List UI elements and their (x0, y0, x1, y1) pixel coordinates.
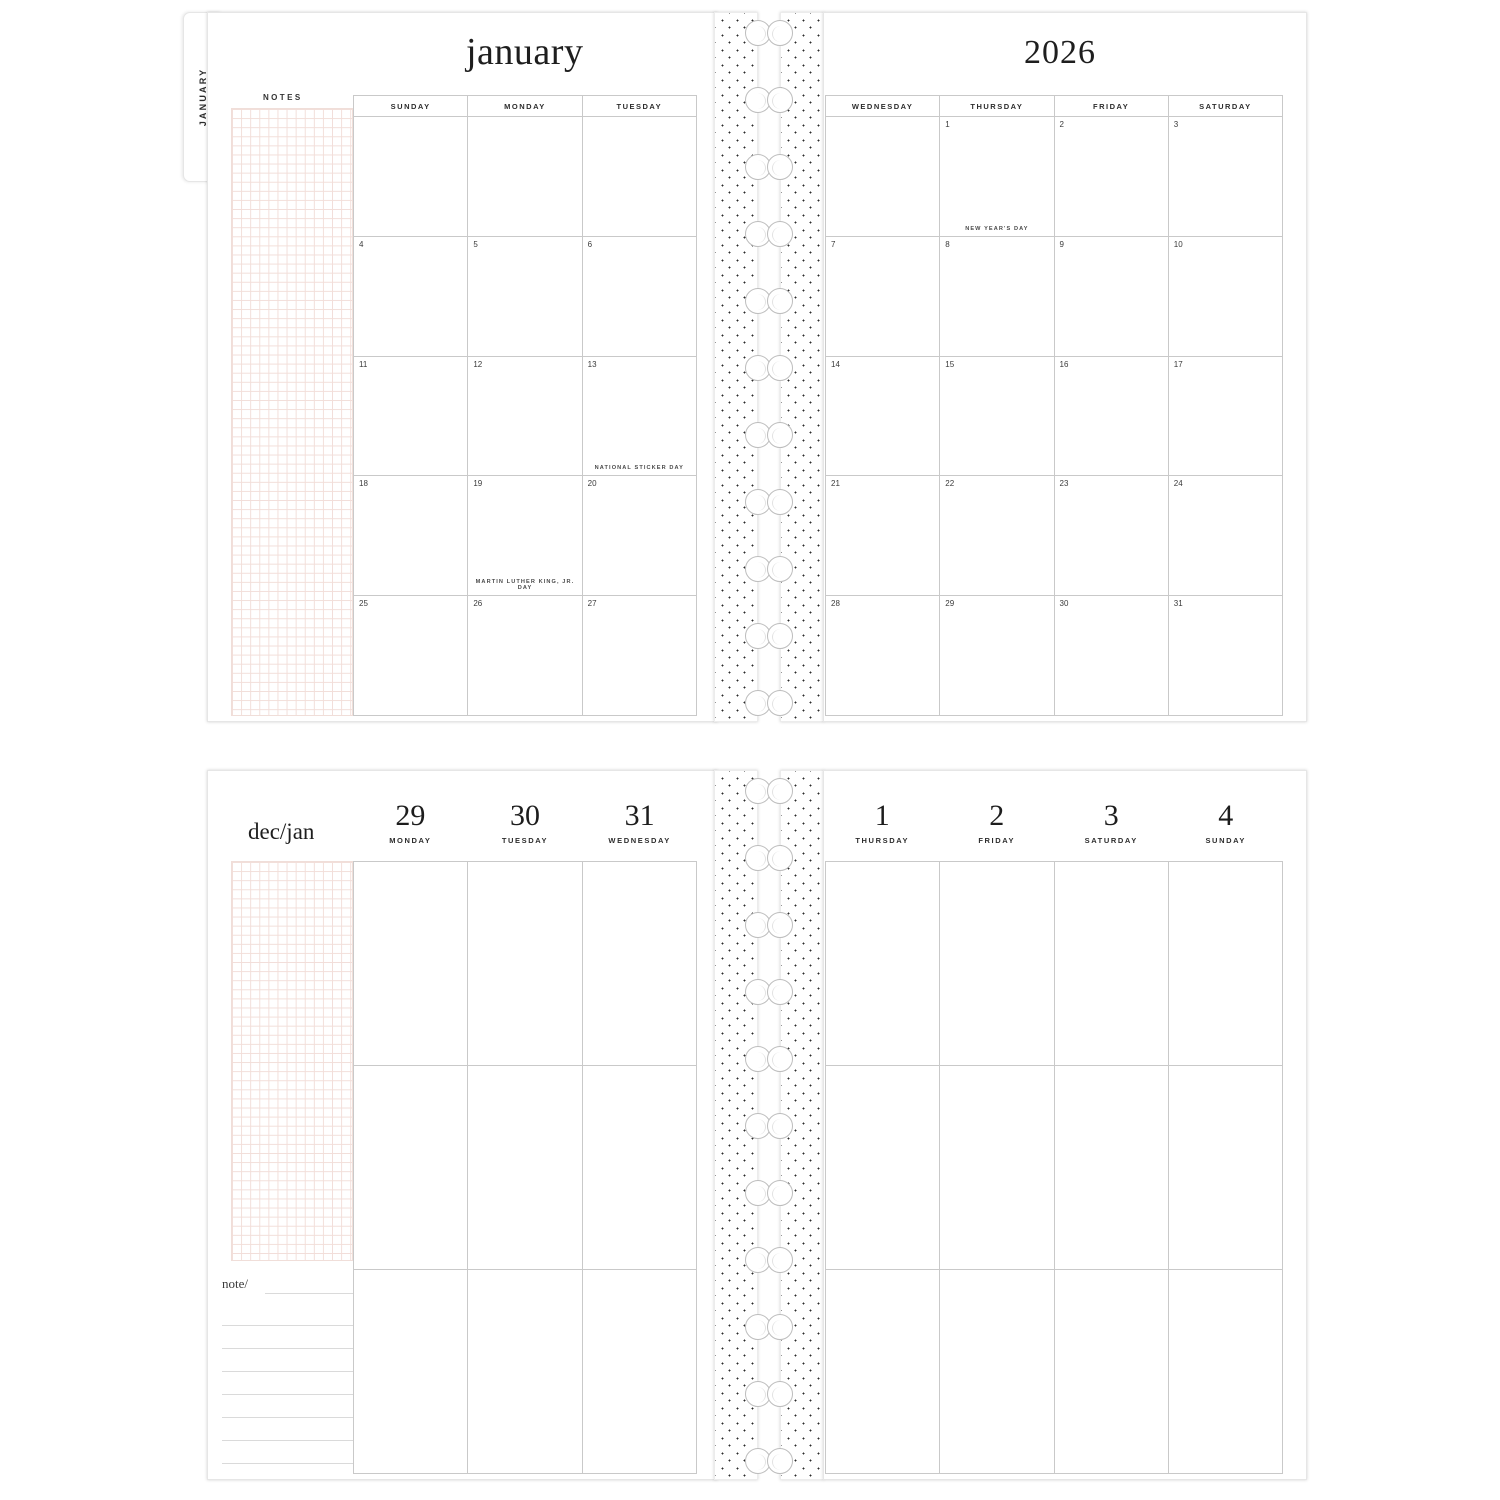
weekly-day-block[interactable] (1055, 1270, 1169, 1474)
binding-disc-ring (767, 355, 793, 381)
calendar-day-cell[interactable] (583, 476, 697, 596)
weekly-day-block[interactable] (354, 1270, 468, 1474)
calendar-day-cell[interactable] (354, 596, 468, 716)
weekly-day-block[interactable] (1169, 1270, 1283, 1474)
calendar-day-number: 9 (1059, 239, 1064, 249)
index-tab-label: JANUARY (197, 67, 208, 127)
weekly-right-day-headers (825, 801, 1283, 845)
calendar-day-number: 28 (831, 599, 840, 609)
weekly-day-name: FRIDAY (978, 836, 1016, 845)
binding-disc-ring (767, 154, 793, 180)
calendar-header-tuesday: TUESDAY (583, 96, 697, 117)
weekly-day-block[interactable] (826, 862, 940, 1066)
calendar-day-number: 16 (1059, 359, 1069, 369)
disc-binding-right-top (780, 12, 824, 722)
calendar-day-cell[interactable] (826, 237, 940, 357)
calendar-day-cell[interactable] (940, 357, 1054, 477)
binding-disc-ring (767, 623, 793, 649)
calendar-day-cell[interactable] (1055, 357, 1169, 477)
binding-disc-ring (767, 845, 793, 871)
weekly-day-name: WEDNESDAY (608, 836, 671, 845)
binding-disc-ring (767, 690, 793, 716)
binding-disc-ring (767, 912, 793, 938)
calendar-day-number: 17 (1173, 359, 1183, 369)
weekly-right-columns[interactable] (825, 861, 1283, 1474)
calendar-day-cell[interactable] (583, 596, 697, 716)
calendar-day-cell[interactable] (826, 117, 940, 237)
weekly-right-page (823, 770, 1307, 1480)
year-title: 2026 (1024, 34, 1096, 71)
calendar-day-number: 26 (473, 599, 483, 609)
calendar-day-number: 27 (587, 599, 597, 609)
calendar-day-number: 1 (945, 120, 950, 129)
calendar-day-cell[interactable] (940, 476, 1054, 596)
note-line[interactable] (222, 1349, 353, 1372)
note-first-rule (265, 1293, 353, 1294)
weekly-day-name: TUESDAY (501, 836, 549, 845)
calendar-day-number: 6 (587, 239, 593, 249)
binding-disc-ring (767, 556, 793, 582)
calendar-day-number: 30 (1059, 599, 1069, 609)
calendar-day-cell[interactable] (1055, 117, 1169, 237)
weekly-day-header (1169, 801, 1284, 845)
calendar-day-number: 11 (359, 359, 368, 369)
monthly-left-page (207, 12, 717, 722)
calendar-day-cell[interactable] (940, 596, 1054, 716)
binding-disc-ring (767, 489, 793, 515)
weekly-day-block[interactable] (1055, 862, 1169, 1066)
weekly-day-name: SATURDAY (1084, 836, 1138, 845)
calendar-day-number: 12 (473, 359, 483, 369)
weekly-day-number: 31 (624, 799, 655, 832)
calendar-day-number: 14 (831, 359, 840, 369)
calendar-day-cell[interactable] (354, 476, 468, 596)
weekly-day-block[interactable] (940, 1270, 1054, 1474)
weekly-day-name: SUNDAY (1205, 836, 1247, 845)
weekly-day-name: THURSDAY (855, 836, 910, 845)
weekly-notes-grid-panel[interactable] (231, 861, 353, 1261)
calendar-day-cell[interactable] (468, 596, 582, 716)
calendar-day-cell[interactable] (1169, 476, 1283, 596)
calendar-day-number: 23 (1059, 479, 1069, 489)
binding-disc-ring (767, 1046, 793, 1072)
weekly-day-block[interactable] (583, 862, 697, 1066)
note-line[interactable] (222, 1303, 353, 1326)
weekly-day-number: 3 (1103, 799, 1119, 832)
calendar-day-cell[interactable] (583, 357, 697, 477)
binding-disc-ring (767, 1381, 793, 1407)
calendar-header-saturday: SATURDAY (1169, 96, 1283, 117)
calendar-day-cell[interactable] (1169, 357, 1283, 477)
calendar-day-cell[interactable] (354, 237, 468, 357)
calendar-day-cell[interactable] (940, 237, 1054, 357)
note-line[interactable] (222, 1441, 353, 1464)
calendar-day-number: 4 (359, 239, 364, 249)
binding-disc-ring (767, 288, 793, 314)
weekly-day-header (582, 801, 697, 845)
weekly-day-block[interactable] (940, 862, 1054, 1066)
calendar-day-cell[interactable] (468, 117, 582, 237)
calendar-header-sunday: SUNDAY (354, 96, 468, 117)
calendar-day-cell[interactable] (354, 117, 468, 237)
weekly-day-block[interactable] (826, 1066, 940, 1270)
weekly-day-header (825, 801, 940, 845)
calendar-day-number: 22 (945, 479, 955, 489)
weekly-day-block[interactable] (583, 1270, 697, 1474)
note-slash-label: note/ (222, 1276, 248, 1291)
calendar-header-friday: FRIDAY (1055, 96, 1169, 117)
calendar-header-monday: MONDAY (468, 96, 582, 117)
calendar-day-cell[interactable] (826, 476, 940, 596)
calendar-day-number: 31 (1173, 599, 1183, 609)
calendar-day-cell[interactable] (1169, 596, 1283, 716)
calendar-day-cell[interactable] (468, 476, 582, 596)
calendar-day-number: 3 (1173, 120, 1179, 129)
weekly-day-block[interactable] (354, 862, 468, 1066)
weekly-day-number: 4 (1218, 799, 1234, 832)
calendar-day-number: 19 (473, 479, 483, 489)
note-line[interactable] (222, 1326, 353, 1349)
weekly-day-block[interactable] (468, 862, 582, 1066)
weekly-day-number: 2 (989, 799, 1005, 832)
weekly-left-page (207, 770, 717, 1480)
weekly-day-number: 29 (395, 799, 426, 832)
calendar-day-number: 21 (831, 479, 840, 489)
calendar-day-number: 5 (473, 239, 478, 249)
monthly-right-page (823, 12, 1307, 722)
weekly-day-header (1054, 801, 1169, 845)
calendar-day-cell[interactable] (826, 357, 940, 477)
calendar-day-cell[interactable] (583, 237, 697, 357)
calendar-day-number: 15 (945, 359, 955, 369)
binding-disc-ring (767, 221, 793, 247)
weekly-spread (0, 750, 1500, 1500)
calendar-day-cell[interactable] (826, 596, 940, 716)
binding-disc-ring (767, 979, 793, 1005)
binding-disc-ring (767, 422, 793, 448)
monthly-calendar-left[interactable] (353, 95, 697, 716)
weekly-day-number: 30 (509, 799, 540, 832)
calendar-header-thursday: THURSDAY (940, 96, 1054, 117)
weekly-day-block[interactable] (940, 1066, 1054, 1270)
disc-binding-left-top (714, 12, 758, 722)
weekly-left-columns[interactable] (353, 861, 697, 1474)
binding-disc-ring (767, 778, 793, 804)
monthly-calendar-right[interactable] (825, 95, 1283, 716)
note-line[interactable] (222, 1372, 353, 1395)
calendar-day-event: MARTIN LUTHER KING, JR. DAY (475, 579, 575, 592)
week-title: dec/jan (248, 819, 315, 844)
binding-disc-ring (767, 20, 793, 46)
calendar-day-cell[interactable] (1169, 237, 1283, 357)
calendar-day-cell[interactable] (1055, 596, 1169, 716)
binding-disc-ring (767, 1314, 793, 1340)
binding-disc-ring (767, 1448, 793, 1474)
calendar-day-cell[interactable] (468, 357, 582, 477)
calendar-header-wednesday: WEDNESDAY (826, 96, 940, 117)
calendar-day-cell[interactable] (1169, 117, 1283, 237)
note-lines[interactable] (222, 1303, 353, 1464)
weekly-left-day-headers (353, 801, 697, 845)
note-line[interactable] (222, 1418, 353, 1441)
binding-disc-ring (767, 87, 793, 113)
calendar-day-number: 2 (1059, 120, 1064, 129)
calendar-day-event: NATIONAL STICKER DAY (594, 465, 684, 472)
notes-grid-panel[interactable] (231, 108, 353, 716)
calendar-day-cell[interactable] (354, 357, 468, 477)
calendar-day-number: 18 (359, 479, 368, 489)
weekly-day-block[interactable] (583, 1066, 697, 1270)
weekly-day-header (353, 801, 468, 845)
calendar-day-number: 29 (945, 599, 955, 609)
weekly-day-block[interactable] (468, 1270, 582, 1474)
calendar-day-number: 7 (831, 239, 836, 249)
weekly-day-block[interactable] (354, 1066, 468, 1270)
weekly-day-block[interactable] (1055, 1066, 1169, 1270)
calendar-day-cell[interactable] (583, 117, 697, 237)
weekly-day-block[interactable] (1169, 1066, 1283, 1270)
calendar-day-number: 24 (1173, 479, 1183, 489)
calendar-day-number: 25 (359, 599, 368, 609)
binding-disc-ring (767, 1113, 793, 1139)
weekly-day-block[interactable] (826, 1270, 940, 1474)
month-title: january (466, 31, 584, 73)
notes-label: NOTES (263, 93, 303, 102)
weekly-day-name: MONDAY (389, 836, 432, 845)
weekly-day-block[interactable] (1169, 862, 1283, 1066)
calendar-day-cell[interactable] (468, 237, 582, 357)
disc-binding-right-bottom (780, 770, 824, 1480)
calendar-day-event: NEW YEAR'S DAY (965, 225, 1029, 232)
weekly-day-header (940, 801, 1055, 845)
calendar-day-cell[interactable] (1055, 237, 1169, 357)
disc-binding-left-bottom (714, 770, 758, 1480)
calendar-day-number: 8 (945, 239, 950, 249)
calendar-day-number: 10 (1173, 239, 1183, 249)
calendar-day-number: 20 (587, 479, 597, 489)
calendar-day-number: 13 (587, 359, 597, 369)
calendar-day-cell[interactable] (1055, 476, 1169, 596)
binding-disc-ring (767, 1247, 793, 1273)
weekly-day-header (468, 801, 583, 845)
note-line[interactable] (222, 1395, 353, 1418)
binding-disc-ring (767, 1180, 793, 1206)
calendar-day-cell[interactable] (940, 117, 1054, 237)
weekly-day-number: 1 (874, 799, 890, 832)
weekly-day-block[interactable] (468, 1066, 582, 1270)
